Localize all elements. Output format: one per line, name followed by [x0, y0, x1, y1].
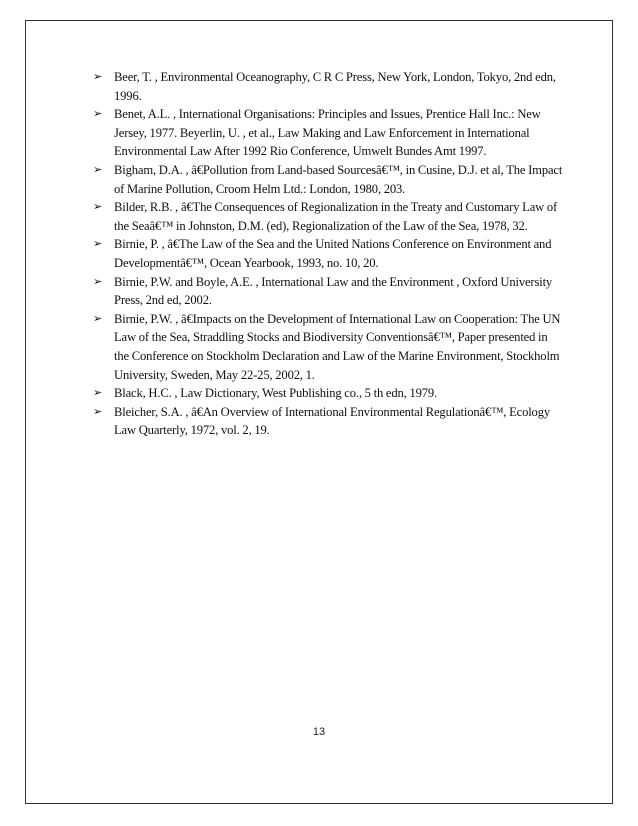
reference-item — [93, 68, 563, 105]
reference-text: Bigham, D.A. , â€Pollution from Land-based Sourcesâ€™, in Cusine, D.J. et al, The Impact of Marine Pollution, Croom Helm Ltd.: London, 1980, 203. — [114, 162, 563, 196]
reference-list — [93, 68, 563, 440]
reference-item — [93, 273, 563, 310]
reference-text: Birnie, P. , â€The Law of the Sea and the United Nations Conference on Environment and Developmentâ€™, Ocean Yearbook, 1993, no. 10, 20. — [114, 237, 552, 270]
reference-item — [93, 105, 563, 161]
reference-text: Bleicher, S.A. , â€An Overview of International Environmental Regulationâ€™, Ecology Law Quarterly, 1972, vol. 2, 19. — [114, 404, 550, 438]
reference-item — [93, 403, 563, 440]
reference-text: Bilder, R.B. , â€The Consequences of Regionalization in the Treaty and Customary Law of the Seaâ€™ in Johnston, D.M. (ed), Regionalization of the Law of the Sea, 1978, 32. — [114, 200, 558, 233]
reference-text: Benet, A.L. , International Organisations: Principles and Issues, Prentice Hall Inc.: New Jersey, 1977. Beyerlin, U. , et al., Law Making and Law Enforcement in International Environmental Law After 1992 Rio Conference, Umwelt Bundes Amt 1997. — [114, 107, 541, 159]
reference-item — [93, 310, 563, 384]
reference-text: Birnie, P.W. and Boyle, A.E. , International Law and the Environment , Oxford University Press, 2nd ed, 2002. — [114, 274, 553, 308]
arrow-bullet-icon: ➢ — [93, 200, 103, 214]
page-number: 13 — [312, 726, 326, 738]
arrow-bullet-icon: ➢ — [93, 404, 103, 418]
arrow-bullet-icon: ➢ — [93, 70, 103, 83]
arrow-bullet-icon: ➢ — [93, 237, 103, 251]
reference-text: Beer, T. , Environmental Oceanography, C R C Press, New York, London, Tokyo, 2nd edn, 1996. — [114, 70, 556, 103]
arrow-bullet-icon: ➢ — [93, 386, 103, 400]
reference-item — [93, 235, 563, 272]
arrow-bullet-icon: ➢ — [93, 274, 103, 288]
reference-item — [93, 384, 563, 403]
arrow-bullet-icon: ➢ — [93, 311, 103, 325]
arrow-bullet-icon: ➢ — [93, 162, 103, 176]
arrow-bullet-icon: ➢ — [93, 107, 103, 121]
reference-item — [93, 198, 563, 235]
reference-item — [93, 161, 563, 198]
reference-text: Black, H.C. , Law Dictionary, West Publishing co., 5 th edn, 1979. — [114, 386, 438, 401]
reference-text: Birnie, P.W. , â€Impacts on the Development of International Law on Cooperation: The UN Law of the Sea, Straddling Stocks and Biodiversity Conventionsâ€™, Paper presented in the Conference on Stockholm Declaration and Law of the Marine Environment, Stockholm University, Sweden, May 22-25, 2002, 1. — [114, 311, 561, 382]
